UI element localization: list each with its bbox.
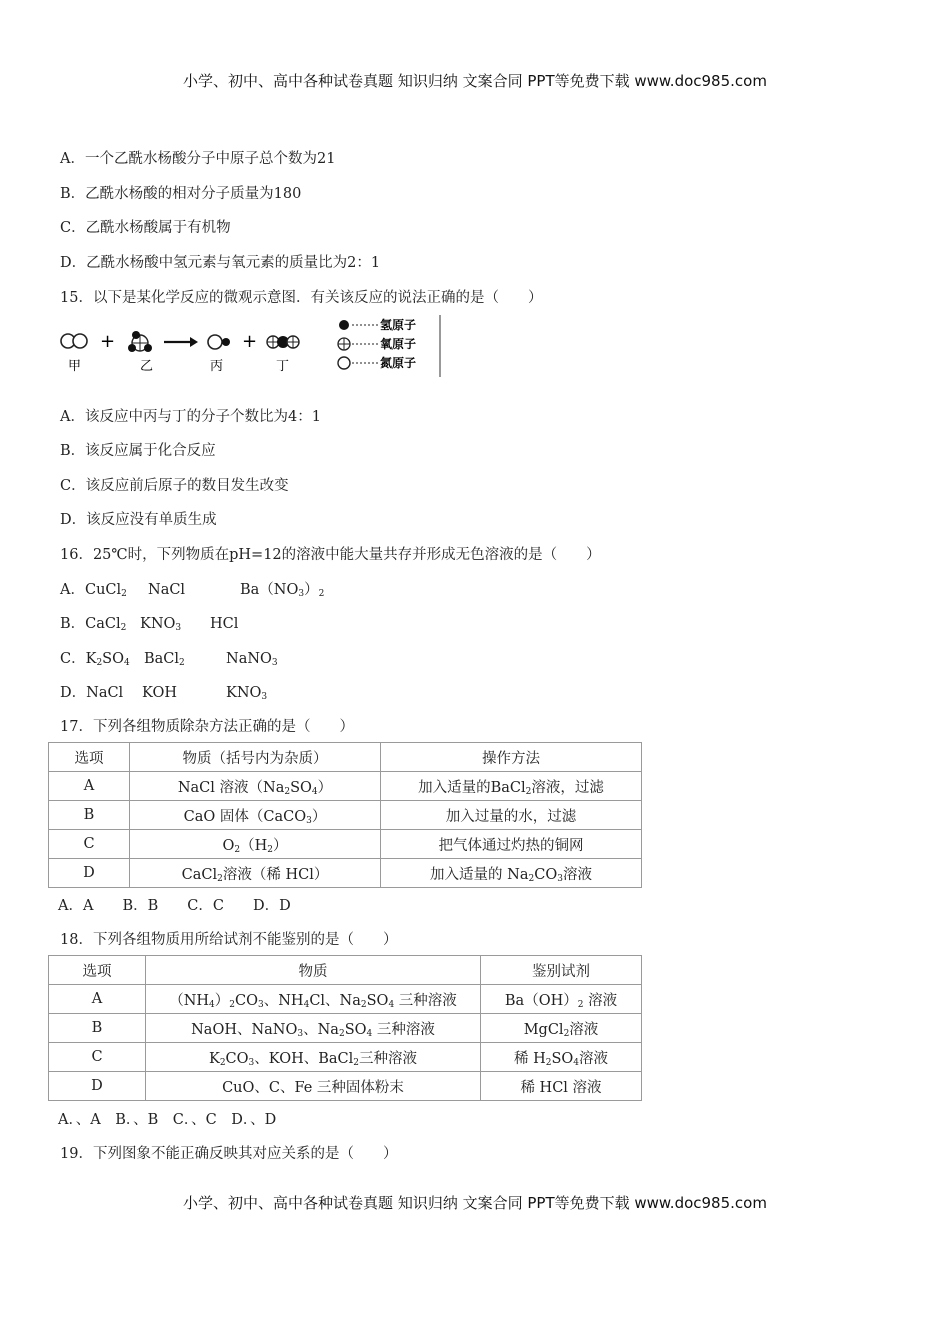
q16-option-b: B．CaCl$_2$ $KNO_3$ HCl xyxy=(60,616,239,633)
q17-answer-options: A．A B．B C．C D．D xyxy=(58,898,291,914)
page-footer: 小学、初中、高中各种试卷真题 知识归纳 文案合同 PPT等免费下载 www.doc985.com xyxy=(183,1194,767,1212)
table-cell: $K_2CO_3$、KOH、BaCl$_2$三种溶液 xyxy=(146,1043,481,1072)
table-cell: 把气体通过灼热的铜网 xyxy=(381,830,642,859)
molecule-bing xyxy=(208,335,230,349)
table-cell: 加入适量的 $Na_2CO_3$溶液 xyxy=(381,859,642,888)
q16-stem: 16．25℃时，下列物质在pH=12的溶液中能大量共存并形成无色溶液的是（ ） xyxy=(60,547,601,563)
q14-option-a: A．一个乙酰水杨酸分子中原子总个数为21 xyxy=(60,151,336,167)
table-cell: 稀 HCl 溶液 xyxy=(481,1072,642,1101)
legend xyxy=(338,315,440,377)
q14-option-b: B．乙酰水杨酸的相对分子质量为180 xyxy=(60,186,302,202)
table-cell: NaCl 溶液$(Na_2SO_4)$ xyxy=(130,772,381,801)
table-cell: CaO 固体（CaCO$_3$） xyxy=(130,801,381,830)
q15-option-d: D．该反应没有单质生成 xyxy=(60,512,217,528)
q17-table xyxy=(48,742,642,888)
table-header: 选项 xyxy=(49,956,146,985)
table-cell: NaOH、NaNO$_3$、$Na_2SO_4$ 三种溶液 xyxy=(146,1014,481,1043)
table-row xyxy=(49,1014,642,1043)
label-jia: 甲 xyxy=(68,359,82,374)
table-cell: B xyxy=(49,1014,146,1043)
table-cell: CaCl$_2$溶液（稀 HCl） xyxy=(130,859,381,888)
legend-hydrogen: 氢原子 xyxy=(380,318,417,332)
legend-nitrogen: 氮原子 xyxy=(380,356,417,370)
table-cell: CuO、C、Fe 三种固体粉末 xyxy=(146,1072,481,1101)
table-header-row xyxy=(49,743,642,772)
molecule-jia xyxy=(61,334,87,348)
table-row xyxy=(49,830,642,859)
table-cell: $O_2(H_2)$ xyxy=(130,830,381,859)
table-header: 鉴别试剂 xyxy=(481,956,642,985)
q14-option-d: D．乙酰水杨酸中氢元素与氧元素的质量比为2：1 xyxy=(60,255,381,271)
q19-stem: 19．下列图象不能正确反映其对应关系的是（ ） xyxy=(60,1146,398,1162)
table-row xyxy=(49,801,642,830)
page-header: 小学、初中、高中各种试卷真题 知识归纳 文案合同 PPT等免费下载 www.doc985.com xyxy=(183,72,767,90)
plus-sign: + xyxy=(100,331,116,352)
table-header: 物质 xyxy=(146,956,481,985)
plus-sign: + xyxy=(242,331,258,352)
table-cell: A xyxy=(49,985,146,1014)
table-row xyxy=(49,859,642,888)
q18-table xyxy=(48,955,642,1101)
table-cell: 稀 $H_2SO_4$溶液 xyxy=(481,1043,642,1072)
q18-stem: 18．下列各组物质用所给试剂不能鉴别的是（ ） xyxy=(60,932,398,948)
table-row xyxy=(49,1072,642,1101)
q14-option-c: C．乙酰水杨酸属于有机物 xyxy=(60,220,231,236)
table-header-row xyxy=(49,956,642,985)
table-header: 操作方法 xyxy=(381,743,642,772)
molecule-yi xyxy=(128,331,152,352)
table-cell: $Ba(OH)_2$ 溶液 xyxy=(481,985,642,1014)
table-cell: B xyxy=(49,801,130,830)
table-row xyxy=(49,985,642,1014)
table-cell: A xyxy=(49,772,130,801)
table-cell: C xyxy=(49,1043,146,1072)
legend-oxygen: 氧原子 xyxy=(380,337,417,351)
q16-option-a: A．CuCl$_2$ NaCl $Ba(NO_3)_2$ xyxy=(60,582,325,599)
table-cell: D xyxy=(49,1072,146,1101)
table-cell: 加入过量的水，过滤 xyxy=(381,801,642,830)
q18-answer-options: A．、A B．、B C．、C D．、D xyxy=(58,1112,277,1128)
table-cell: C xyxy=(49,830,130,859)
q15-stem: 15．以下是某化学反应的微观示意图．有关该反应的说法正确的是（ ） xyxy=(60,290,543,306)
q15-option-a: A．该反应中丙与丁的分子个数比为4：1 xyxy=(60,409,321,425)
table-header: 选项 xyxy=(49,743,130,772)
table-cell: $(NH_4)_2CO_3$、$NH_4Cl$、$Na_2SO_4$ 三种溶液 xyxy=(146,985,481,1014)
reaction-diagram xyxy=(58,315,448,377)
table-cell: D xyxy=(49,859,130,888)
table-row xyxy=(49,1043,642,1072)
q16-option-d: D．NaCl KOH $KNO_3$ xyxy=(60,685,268,702)
q15-option-c: C．该反应前后原子的数目发生改变 xyxy=(60,478,289,494)
table-header: 物质（括号内为杂质） xyxy=(130,743,381,772)
q16-option-c: C．$K_2SO_4$ BaCl$_2$ NaNO$_3$ xyxy=(60,651,278,668)
q15-option-b: B．该反应属于化合反应 xyxy=(60,443,216,459)
label-bing: 丙 xyxy=(210,359,224,374)
label-yi: 乙 xyxy=(140,359,154,374)
molecule-ding xyxy=(267,336,299,348)
table-cell: MgCl$_2$溶液 xyxy=(481,1014,642,1043)
table-cell: 加入适量的BaCl$_2$溶液，过滤 xyxy=(381,772,642,801)
q17-stem: 17．下列各组物质除杂方法正确的是（ ） xyxy=(60,719,354,735)
label-ding: 丁 xyxy=(276,359,290,374)
reaction-arrow xyxy=(164,337,198,347)
table-row xyxy=(49,772,642,801)
